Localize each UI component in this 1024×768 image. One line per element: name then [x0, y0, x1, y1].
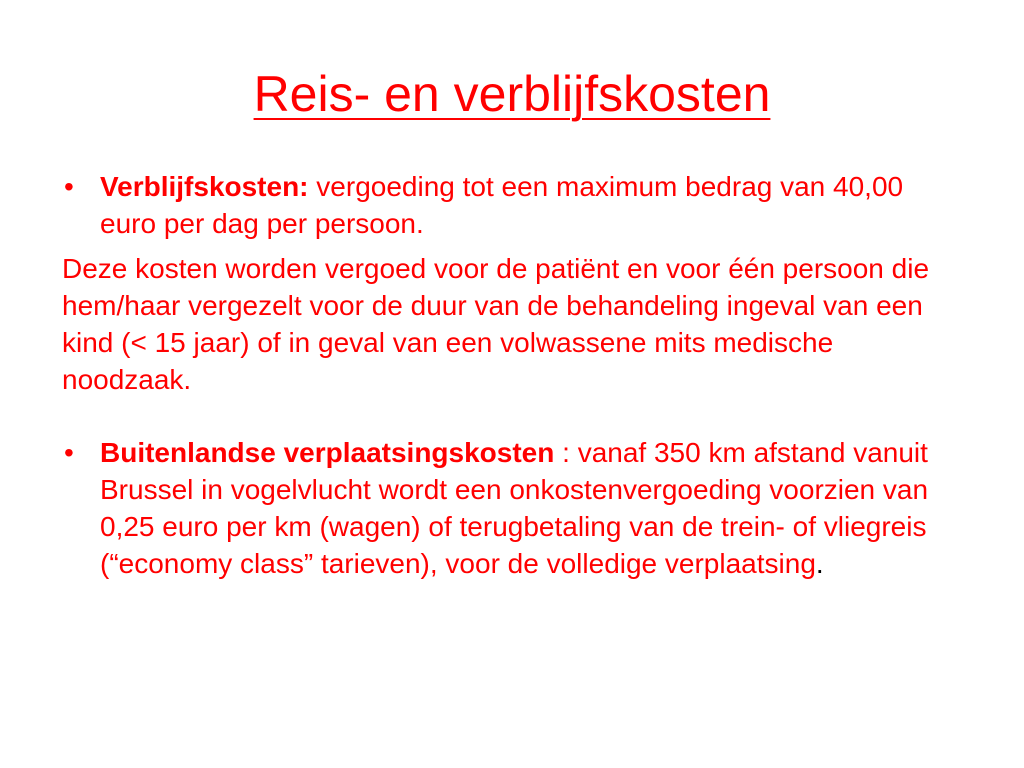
- spacer: [62, 398, 962, 434]
- body-paragraph: Deze kosten worden vergoed voor de patiënt en voor één persoon die hem/haar vergezelt voor de duur van de behandeling ingeval van een kind (< 15 jaar) of in geval van een volwassene mits medische noodzaak.: [62, 253, 930, 395]
- bullet-text: : vanaf 350 km afstand vanuit Brussel in vogelvlucht wordt een onkostenvergoeding voorzien van 0,25 euro per km (wagen) of terugbetaling van de trein- of vliegreis (“economy class” tarieven), voor de volledige verplaatsing: [100, 437, 929, 579]
- bullet-verblijfskosten: [62, 168, 962, 242]
- bullet-icon: •: [64, 437, 74, 468]
- slide-title: Reis- en verblijfskosten: [253, 66, 771, 122]
- bullet-heading: Buitenlandse verplaatsingskosten: [100, 437, 555, 468]
- slide-body: [62, 168, 962, 582]
- bullet-text: vergoeding tot een maximum bedrag van 40,00 euro per dag per persoon.: [100, 171, 904, 239]
- bullet-buitenlandse-verplaatsingskosten: [62, 434, 962, 582]
- bullet-icon: •: [64, 171, 74, 202]
- bullet-final-period: .: [815, 548, 824, 579]
- bullet-heading: Verblijfskosten:: [100, 171, 309, 202]
